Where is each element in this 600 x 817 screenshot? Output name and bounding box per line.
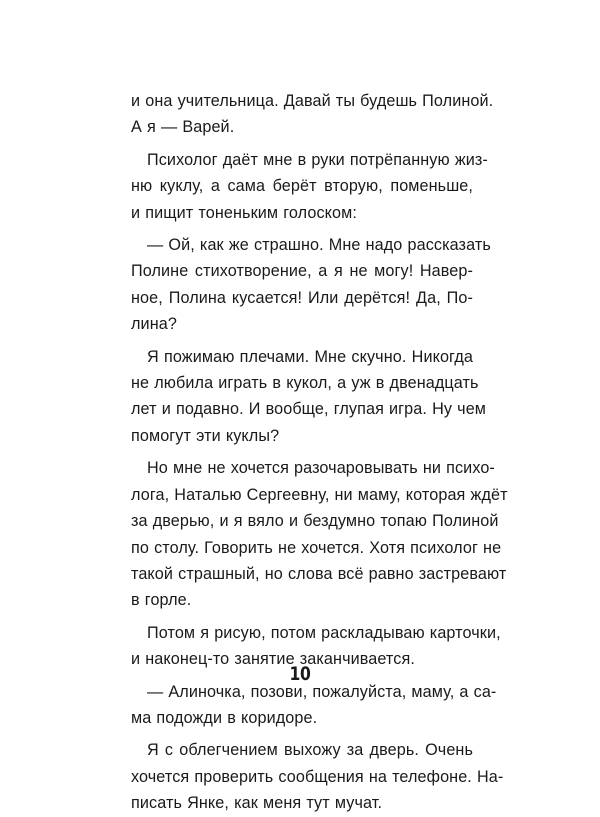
text-line: лина?	[131, 315, 177, 334]
page-number: 10	[289, 663, 311, 685]
paragraph	[131, 344, 487, 450]
paragraph	[131, 147, 488, 226]
text-line: лет и подавно. И вообще, глупая игра. Ну чем	[131, 400, 487, 419]
text-line: хочется проверить сообщения на телефоне. На-	[131, 767, 504, 786]
text-line: и наконец-то занятие заканчивается.	[131, 650, 415, 669]
paragraph	[131, 88, 494, 141]
text-line: — Алиночка, позови, пожалуйста, маму, а са-	[147, 682, 497, 701]
text-line: ное, Полина кусается! Или дерётся! Да, По-	[131, 288, 473, 307]
text-line: Полине стихотворение, а я не могу! Навер-	[131, 262, 473, 281]
text-line: Я пожимаю плечами. Мне скучно. Никогда	[147, 347, 473, 366]
text-line: ню куклу, а сама берёт вторую, поменьше,	[131, 177, 473, 196]
body-text	[131, 88, 508, 817]
paragraph	[131, 232, 491, 338]
text-line: такой страшный, но слова всё равно застревают	[131, 564, 507, 583]
text-line: Потом я рисую, потом раскладываю карточки,	[147, 623, 501, 642]
text-line: Психолог даёт мне в руки потрёпанную жиз-	[147, 150, 488, 169]
text-line: лога, Наталью Сергеевну, ни маму, которая ждёт	[131, 485, 508, 504]
paragraph	[131, 679, 497, 732]
text-line: ма подожди в коридоре.	[131, 708, 318, 727]
text-line: по столу. Говорить не хочется. Хотя психолог не	[131, 538, 502, 557]
text-line: Но мне не хочется разочаровывать ни психо-	[147, 459, 495, 478]
paragraph	[131, 737, 504, 816]
text-line: писать Янке, как меня тут мучат.	[131, 794, 383, 813]
text-line: за дверью, и я вяло и бездумно топаю Полиной	[131, 512, 499, 531]
text-line: помогут эти куклы?	[131, 426, 280, 445]
text-line: Я с облегчением выхожу за дверь. Очень	[147, 741, 473, 760]
text-line: и она учительница. Давай ты будешь Полиной.	[131, 92, 494, 110]
text-line: в горле.	[131, 591, 192, 610]
text-line: и пищит тоненьким голоском:	[131, 203, 357, 222]
text-line: не любила играть в кукол, а уж в двенадцать	[131, 374, 479, 393]
text-line: А я — Варей.	[131, 118, 235, 137]
paragraph	[131, 455, 508, 613]
text-line: — Ой, как же страшно. Мне надо рассказать	[147, 236, 491, 255]
